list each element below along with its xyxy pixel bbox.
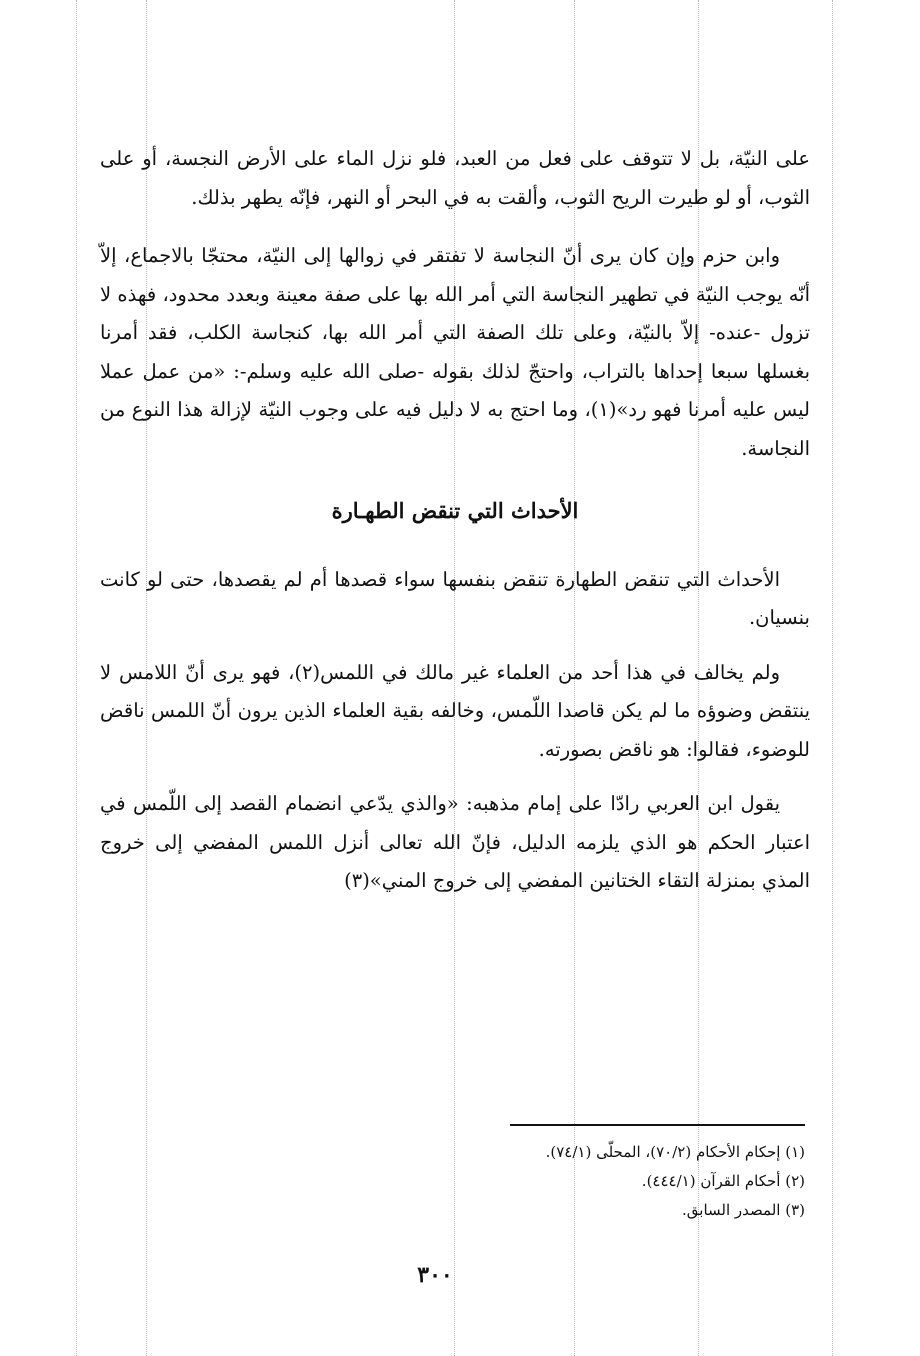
paragraph-2: وابن حزم وإن كان يرى أنّ النجاسة لا تفتقر في زوالها إلى النيّة، محتجّا بالاجماع، إلاّ أنّه يوجب النيّة في تطهير النجاسة التي أمر الله بها على صفة معينة وبعدد محدود، فهذه لا تزول -عنده- إلاّ بالنيّة، وعلى تلك الصفة التي أمر الله بها، كنجاسة الكلب، فقد أمرنا بغسلها سبعا إحداها بالتراب، واحتجّ لذلك بقوله -صلى الله عليه وسلم-: «من عمل عملا ليس عليه أمرنا فهو رد»(١)، وما احتج به لا دليل فيه على وجوب النيّة لإزالة هذا النوع من النجاسة.	[100, 244, 810, 460]
guide-line	[832, 0, 833, 1356]
paragraph-5: يقول ابن العربي رادّا على إمام مذهبه: «والذي يدّعي انضمام القصد إلى اللّمس في اعتبار الحكم هو الذي يلزمه الدليل، فإنّ الله تعالى أنزل اللمس المفضي إلى خروج المذي بمنزلة التقاء الختانين المفضي إلى خروج المني»(٣)	[100, 792, 810, 892]
footnotes	[300, 1138, 805, 1225]
body-text	[100, 140, 810, 901]
paragraph-1: على النيّة، بل لا تتوقف على فعل من العبد، فلو نزل الماء على الأرض النجسة، أو على الثوب، أو لو طيرت الريح الثوب، وألقت به في البحر أو النهر، فإنّه يطهر بذلك.	[100, 147, 810, 209]
paragraph-3: الأحداث التي تنقض الطهارة تنقض بنفسها سواء قصدها أم لم يقصدها، حتى لو كانت بنسيان.	[100, 567, 810, 629]
footnote-3: (٣) المصدر السابق.	[682, 1201, 805, 1219]
footnote-1: (١) إحكام الأحكام (٧٠/٢)، المحلّى (٧٤/١).	[545, 1143, 805, 1161]
paragraph-4: ولم يخالف في هذا أحد من العلماء غير مالك في اللمس(٢)، فهو يرى أنّ اللامس لا ينتقض وضوؤه ما لم يكن قاصدا اللّمس، وخالفه بقية العلماء الذين يرون أنّ اللمس ناقض للوضوء، فقالوا: هو ناقض بصورته.	[100, 660, 810, 761]
footnote-divider	[510, 1124, 805, 1126]
page-number: ٣٠٠	[417, 1262, 453, 1288]
footnote-2: (٢) أحكام القرآن (٤٤٤/١).	[641, 1172, 805, 1190]
section-heading: الأحداث التي تنقض الطهـارة	[331, 498, 579, 523]
guide-line	[76, 0, 77, 1356]
